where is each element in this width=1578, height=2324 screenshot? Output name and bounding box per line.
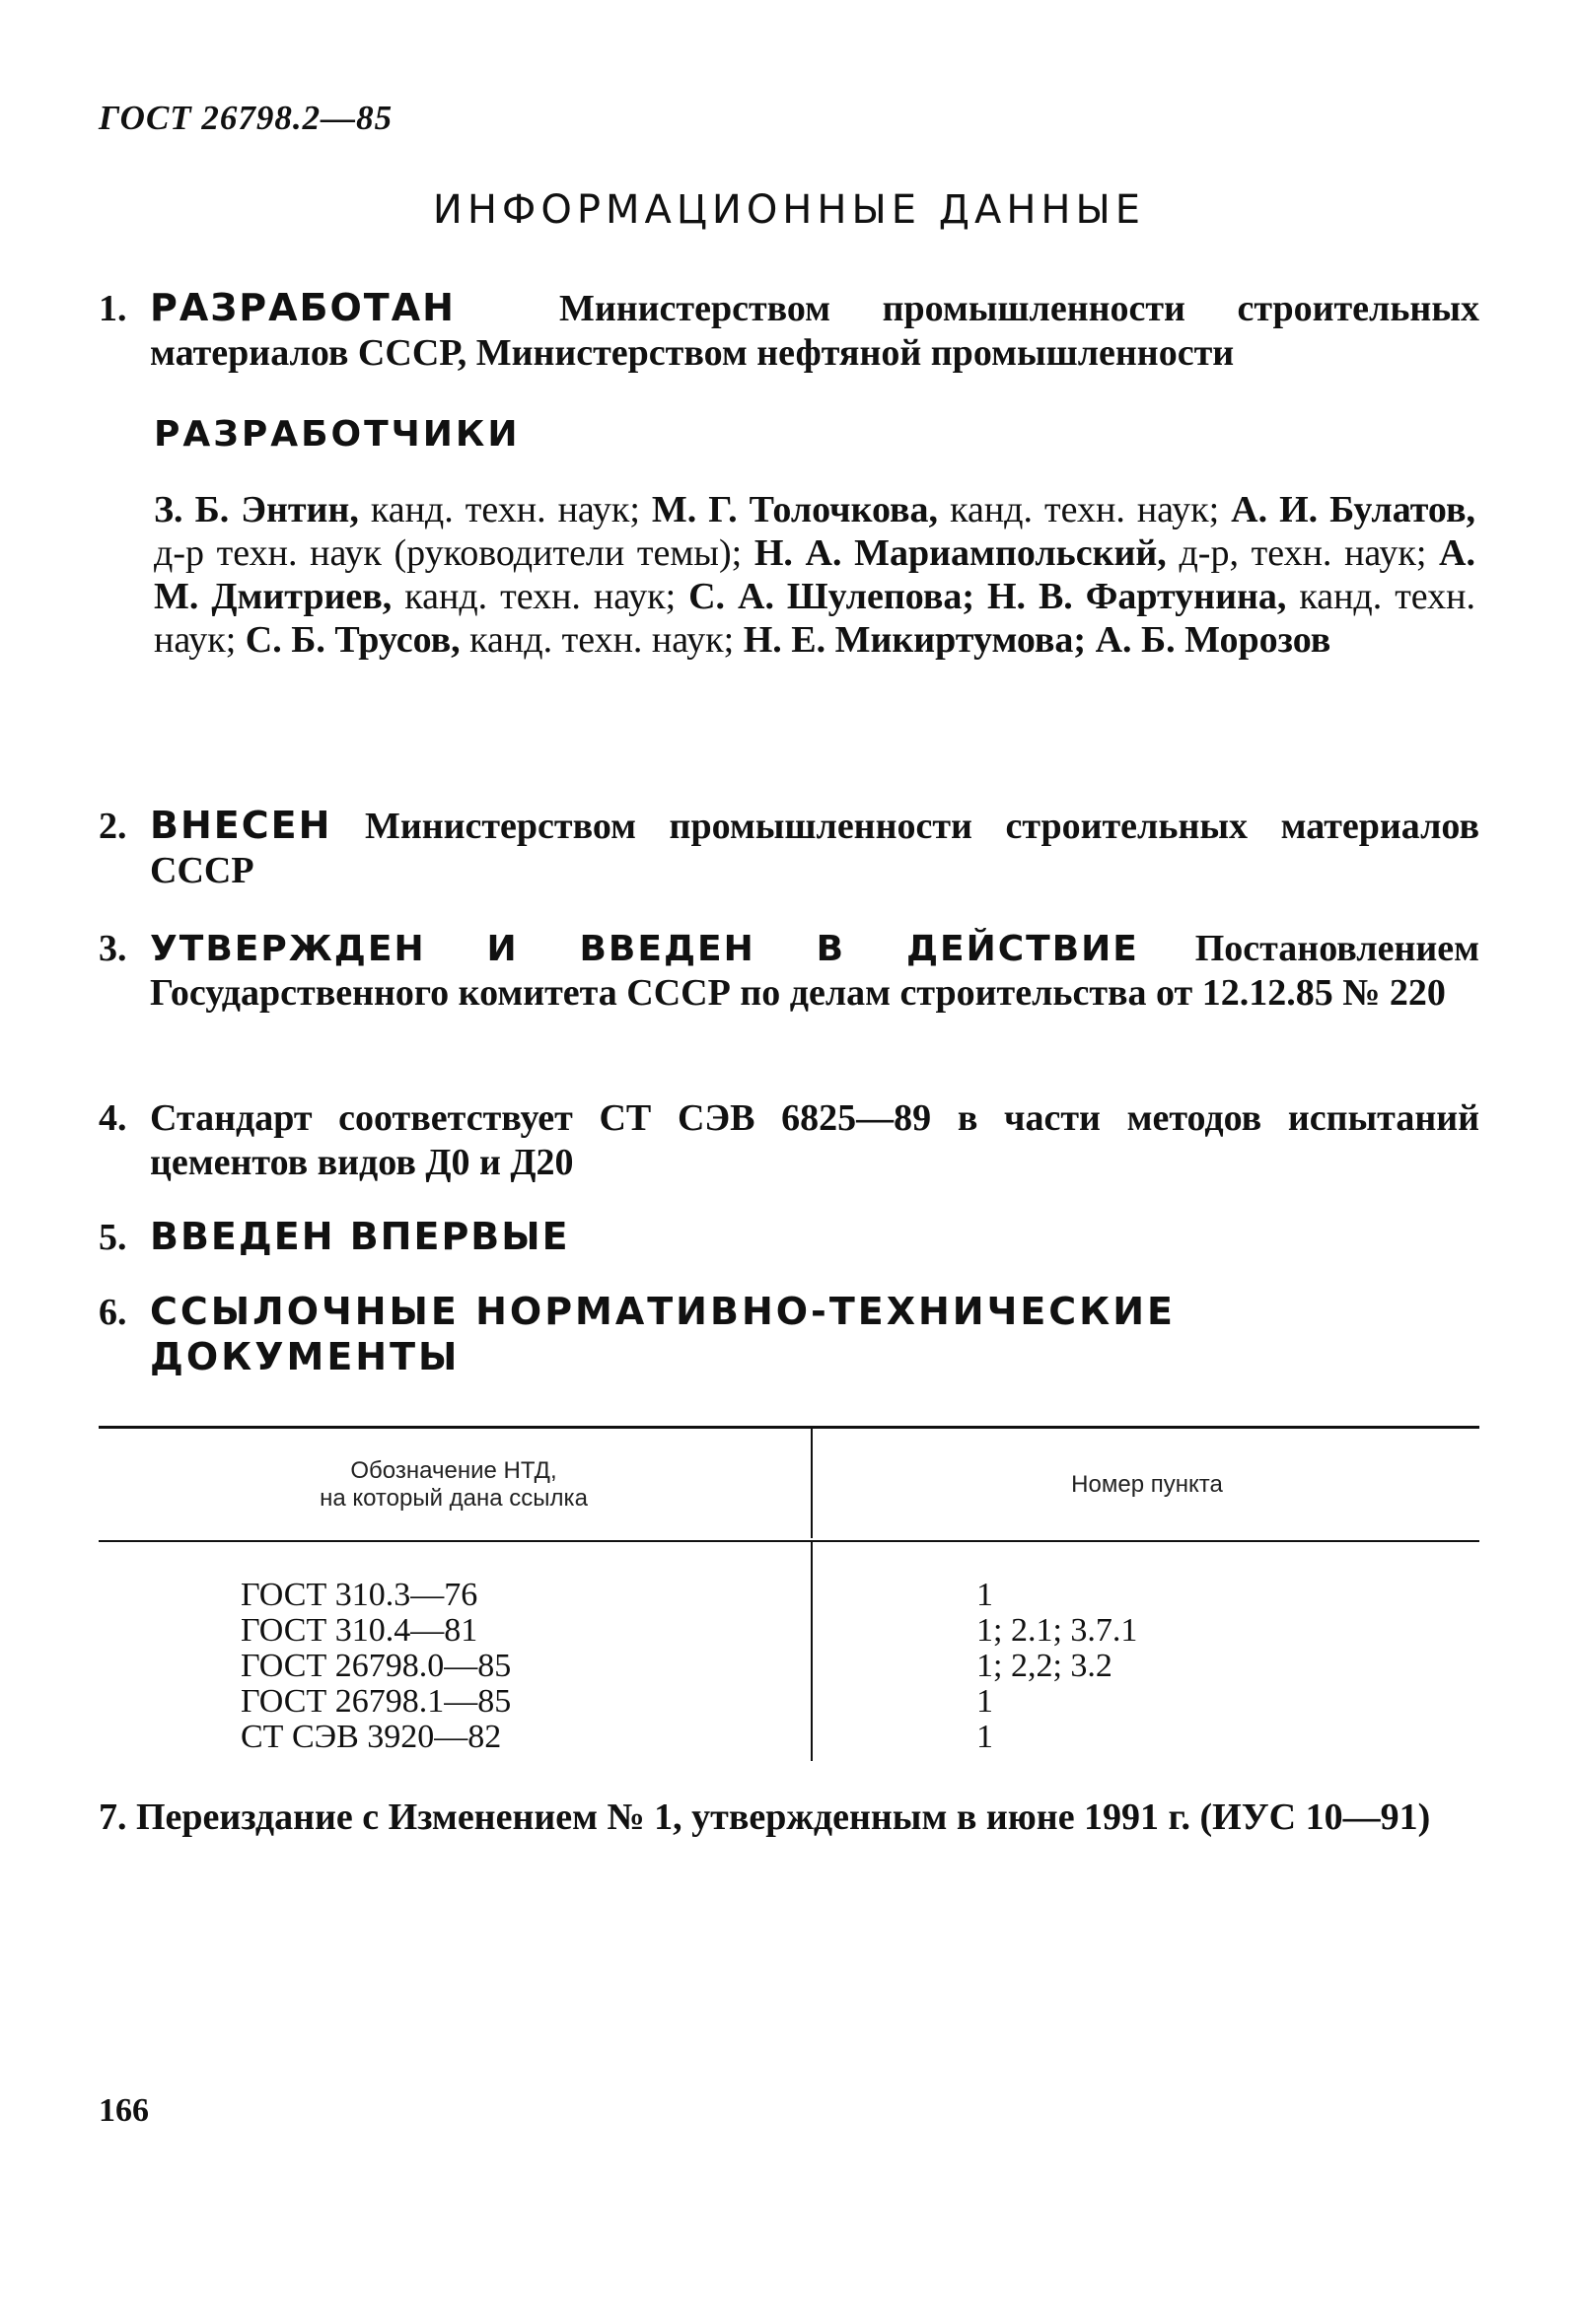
page-title: ИНФОРМАЦИОННЫЕ ДАННЫЕ [432, 187, 1146, 233]
item-text: Постановлением Государственного комитета СССР по делам строительства от 12.12.85 № 220 [150, 928, 1479, 1014]
author-name: С. А. Шулепова; [676, 576, 974, 617]
table-body-divider [811, 1542, 813, 1761]
author-name: Н. В. Фартунина, [974, 576, 1287, 617]
item-text-line-1: Министерством промышленности строительных [559, 288, 1479, 329]
item-text: Стандарт соответствует СТ СЭВ 6825—89 в части методов испытаний цементов видов Д0 и Д20 [150, 1097, 1479, 1183]
item-number: 2. [99, 806, 127, 847]
author-degree: канд. техн. наук; [392, 576, 677, 617]
item-1 [99, 286, 1479, 376]
item-7 [99, 1795, 1479, 1840]
table-column-clauses [976, 1578, 1137, 1755]
author-name: Н. А. Мариампольский, [742, 532, 1167, 574]
table-header-divider [811, 1428, 813, 1538]
item-text: Переиздание с Изменением № 1, утвержденным в июне 1991 г. (ИУС 10—91) [136, 1796, 1431, 1838]
author-name: А. М. Дмитриев, [154, 532, 1475, 617]
item-number: 3. [99, 928, 127, 969]
table-cell-clause: 1; 2,2; 3.2 [976, 1648, 1112, 1684]
item-number: 4. [99, 1097, 127, 1139]
author-degree: канд. техн. наук; [460, 619, 735, 661]
page-number: 166 [99, 2092, 149, 2129]
item-heading: ВВЕДЕН ВПЕРВЫЕ [150, 1215, 570, 1258]
column-header-document [99, 1457, 809, 1513]
standard-code: ГОСТ 26798.2—85 [99, 99, 394, 137]
author-degree: канд. техн. наук; [938, 489, 1220, 530]
item-number: 7. [99, 1796, 127, 1838]
author-name: З. Б. Энтин, [154, 489, 359, 530]
author-degree: канд. техн. наук; [154, 576, 1476, 661]
author-name: А. И. Булатов, [1219, 489, 1475, 530]
developers-heading: РАЗРАБОТЧИКИ [154, 414, 521, 455]
item-4 [99, 1096, 1479, 1185]
item-text: Министерством промышленности строительных материалов СССР [150, 806, 1480, 891]
item-2 [99, 804, 1479, 893]
author-name: С. Б. Трусов, [236, 619, 461, 661]
author-degree: д-р техн. наук (руководители темы); [154, 532, 743, 574]
item-heading: ВНЕСЕН [150, 804, 332, 847]
column-header-line: Обозначение НТД, [350, 1457, 557, 1484]
table-column-documents [241, 1578, 511, 1755]
author-name: М. Г. Толочкова, [639, 489, 939, 530]
author-degree: д-р, техн. наук; [1166, 532, 1427, 574]
table-cell-clause: 1 [976, 1719, 993, 1755]
table-cell-document: ГОСТ 310.3—76 [241, 1577, 478, 1613]
item-number: 1. [99, 288, 127, 329]
item-heading: УТВЕРЖДЕН И ВВЕДЕН В ДЕЙСТВИЕ [150, 929, 1139, 969]
item-heading: РАЗРАБОТАН [150, 286, 456, 329]
item-heading: ССЫЛОЧНЫЕ НОРМАТИВНО-ТЕХНИЧЕСКИЕ ДОКУМЕНТЫ [150, 1290, 1176, 1378]
table-cell-document: ГОСТ 26798.1—85 [241, 1683, 512, 1720]
table-cell-document: ГОСТ 26798.0—85 [241, 1648, 512, 1684]
author-degree: канд. техн. наук; [358, 489, 640, 530]
item-number: 6. [99, 1292, 127, 1333]
table-cell-document: СТ СЭВ 3920—82 [241, 1719, 502, 1755]
developers-list [154, 488, 1475, 662]
table-header-rule [99, 1540, 1479, 1542]
author-name: А. Б. Морозов [1086, 619, 1331, 661]
table-cell-clause: 1 [976, 1577, 993, 1613]
table-cell-clause: 1; 2.1; 3.7.1 [976, 1612, 1138, 1649]
author-name: Н. Е. Микиртумова; [734, 619, 1087, 661]
item-5 [99, 1215, 1479, 1260]
table-top-rule [99, 1426, 1479, 1429]
column-header-clause: Номер пункта [1071, 1471, 1223, 1498]
item-number: 5. [99, 1217, 127, 1258]
table-cell-document: ГОСТ 310.4—81 [241, 1612, 478, 1649]
column-header-line: на который дана ссылка [320, 1485, 588, 1512]
item-6 [99, 1290, 1479, 1380]
table-cell-clause: 1 [976, 1683, 993, 1720]
item-text-line-2: материалов СССР, Министерством нефтяной промышленности [150, 332, 1235, 374]
item-3 [99, 927, 1479, 1016]
